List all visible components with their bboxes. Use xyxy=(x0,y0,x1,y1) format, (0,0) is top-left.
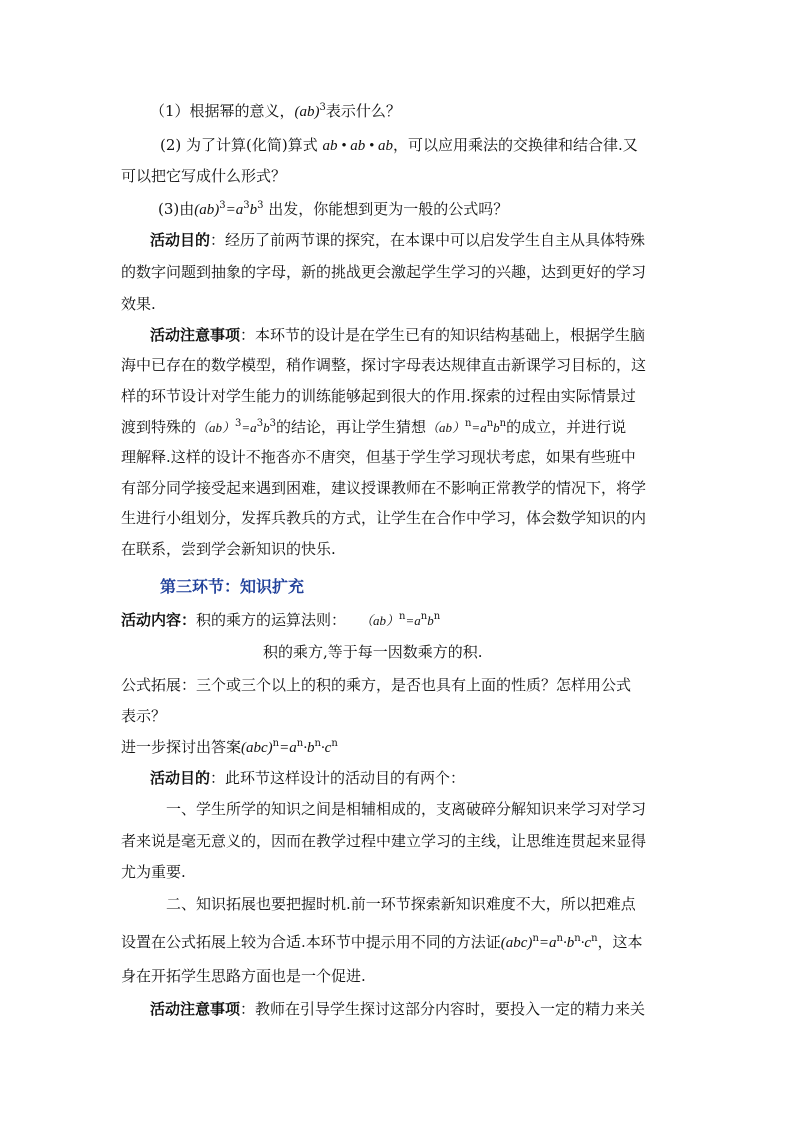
goal-2-text-end: ，这本 xyxy=(597,933,643,951)
formula-part: ·b xyxy=(303,740,315,756)
extend-line3 xyxy=(121,737,338,758)
q3-exp: 3 xyxy=(219,200,226,211)
formula-abcn: (abc) xyxy=(241,740,273,756)
note-1-line2: 海中已存在的数学模型，稍作调整，探讨字母表达规律直击新课学习目标的，这 xyxy=(121,356,647,374)
goal-2-p2-line1: 二、知识拓展也要把握时机.前一环节探索新知识难度不大，所以把难点 xyxy=(166,895,636,913)
note-2-label: 活动注意事项 xyxy=(150,1000,241,1018)
formula-exp: n xyxy=(532,933,539,944)
goal-2-p1-line1: 一、学生所学的知识之间是相辅相成的，支离破碎分解知识来学习对学习 xyxy=(166,800,647,818)
q1-exponent: 3 xyxy=(319,102,326,113)
q2-text-end: ，可以应用乘法的交换律和结合律.又 xyxy=(393,136,638,154)
goal-1-line1 xyxy=(150,230,645,250)
q1-text: （1）根据幂的意义， xyxy=(150,102,295,120)
formula-exp: n xyxy=(420,611,428,622)
formula-part: ·c xyxy=(320,740,332,756)
q3-text: (3)由 xyxy=(158,200,195,218)
formula-part: =a xyxy=(471,420,487,435)
goal-2-p2-line3: 身在开拓学生思路方面也是一个促进. xyxy=(121,967,366,985)
goal-2-line1 xyxy=(150,768,465,788)
q3-exp: 3 xyxy=(243,200,250,211)
formula-exp: 3 xyxy=(269,418,276,429)
goal-2-p2-line2 xyxy=(121,932,643,953)
question-2 xyxy=(160,135,638,156)
formula-part: b xyxy=(263,420,270,435)
note-1-text: 的成立，并进行说 xyxy=(506,418,627,436)
formula-part: =a xyxy=(538,935,557,951)
note-1-line3: 样的环节设计对学生能力的训练能够起到很大的作用.探索的过程由实际情景过 xyxy=(121,387,636,405)
formula-exp: n xyxy=(314,738,321,749)
question-3 xyxy=(158,199,508,220)
q1-expr: (ab) xyxy=(294,104,320,120)
goal-2-p1-line3: 尤为重要. xyxy=(121,863,186,881)
note-1-line1 xyxy=(150,325,645,345)
question-2-line2: 可以把它写成什么形式？ xyxy=(121,167,287,185)
note-1-line5: 理解释.这样的设计不拖沓亦不唐突，但基于学生学习现状考虑，如果有些班中 xyxy=(121,448,636,466)
formula-part: =a xyxy=(279,740,297,756)
note-1-label: 活动注意事项 xyxy=(150,326,241,344)
note-1-text: 渡到特殊的 xyxy=(121,418,197,436)
formula-part: =a xyxy=(405,613,421,628)
q3-text-end: 出发，你能想到更为一般的公式吗？ xyxy=(263,200,509,218)
formula-exp: n xyxy=(331,738,338,749)
formula-part: =a xyxy=(241,420,257,435)
formula-exp: n xyxy=(399,611,406,622)
formula-exp: n xyxy=(591,933,598,944)
formula-exp: n xyxy=(499,418,507,429)
note-1-line8: 在联系，尝到学会新知识的快乐. xyxy=(121,540,336,558)
formula-exp: n xyxy=(464,418,472,429)
formula-exp: 3 xyxy=(256,418,264,429)
note-1-text: 的结论，再让学生猜想 xyxy=(275,418,426,436)
formula-part: b xyxy=(427,613,434,628)
formula-exp: n xyxy=(296,738,304,749)
content-label: 活动内容： xyxy=(121,611,197,629)
content-text: 积的乘方的运算法则： xyxy=(196,611,347,629)
formula-part: b xyxy=(493,420,500,435)
q2-text: (2) 为了计算(化简)算式 xyxy=(160,136,318,154)
extend-line2: 表示？ xyxy=(121,707,167,725)
note-1-line7: 生进行小组划分，发挥兵教兵的方式，让学生在合作中学习，体会数学知识的内 xyxy=(121,509,647,527)
note-2-line1 xyxy=(150,999,645,1019)
formula-exp: n xyxy=(574,933,581,944)
note-2-text: ：教师在引导学生探讨这部分内容时，要投入一定的精力来关 xyxy=(240,1000,646,1018)
q2-expr: ab • ab • ab xyxy=(322,138,394,154)
q3-b: b xyxy=(249,202,258,218)
extend-text: 进一步探讨出答案 xyxy=(121,738,242,756)
note-1-line4 xyxy=(121,417,626,438)
q3-expr: (ab) xyxy=(194,202,220,218)
goal-1-line3: 效果. xyxy=(121,295,156,313)
extend-line1: 公式拓展：三个或三个以上的积的乘方，是否也具有上面的性质？怎样用公式 xyxy=(121,676,632,694)
formula-exp: n xyxy=(433,611,441,622)
formula-exp: n xyxy=(486,418,494,429)
rule-text: 积的乘方,等于每一因数乘方的积. xyxy=(263,643,483,661)
formula-abn: （ab） xyxy=(360,613,400,628)
formula-abn: （ab） xyxy=(425,420,465,435)
formula-abcn: (abc) xyxy=(500,935,533,951)
goal-2-p1-line2: 者来说是毫无意义的，因而在教学过程中建立学习的主线，让思维连贯起来显得 xyxy=(121,832,647,850)
goal-2-label: 活动目的 xyxy=(150,769,211,787)
goal-1-line2: 的数字问题到抽象的字母，新的挑战更会激起学生学习的兴趣，达到更好的学习 xyxy=(121,263,647,281)
formula-part: ·b xyxy=(562,935,575,951)
goal-2-text: 设置在公式拓展上较为合适.本环节中提示用不同的方法证 xyxy=(121,933,501,951)
formula-part: ·c xyxy=(580,935,592,951)
goal-1-text: ：经历了前两节课的探究，在本课中可以启发学生自主从具体特殊 xyxy=(210,231,646,249)
question-1 xyxy=(150,101,401,122)
section-3-heading: 第三环节：知识扩充 xyxy=(160,577,305,596)
content-line xyxy=(121,610,440,631)
q1-text-end: 表示什么？ xyxy=(325,102,401,120)
formula-exp: 3 xyxy=(235,418,242,429)
q3-eq: =a xyxy=(225,202,244,218)
goal-1-label: 活动目的 xyxy=(150,231,211,249)
note-1-line6: 有部分同学接受起来遇到困难，建议授课教师在不影响正常教学的情况下，将学 xyxy=(121,479,647,497)
goal-2-text: ：此环节这样设计的活动目的有两个： xyxy=(210,769,466,787)
formula-ab3: （ab） xyxy=(196,420,236,435)
formula-exp: n xyxy=(556,933,563,944)
formula-exp: n xyxy=(272,738,280,749)
q3-exp: 3 xyxy=(257,200,264,211)
note-1-text: ：本环节的设计是在学生已有的知识结构基础上，根据学生脑 xyxy=(240,326,646,344)
